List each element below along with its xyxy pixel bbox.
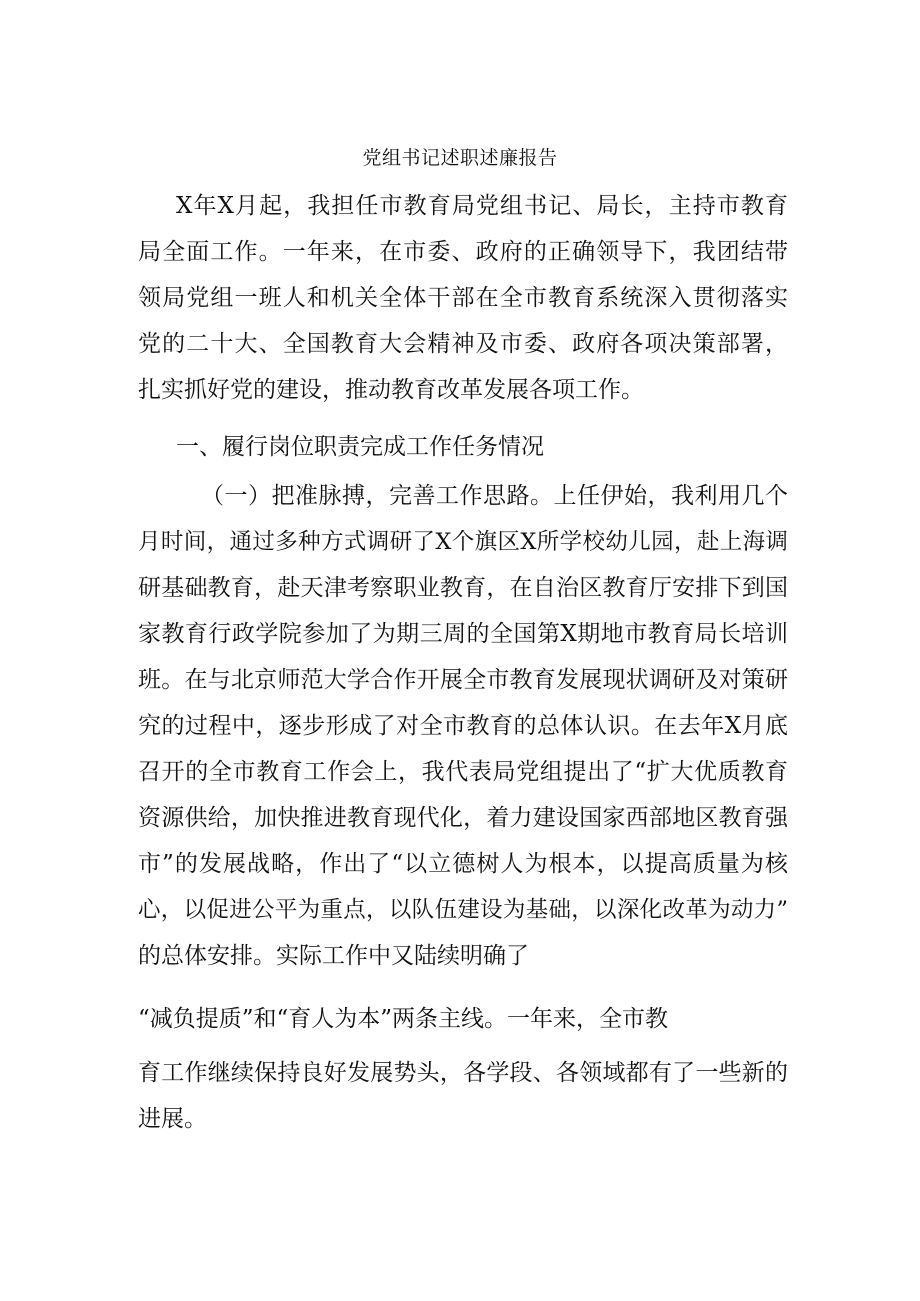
paragraph-line: 心，以促进公平为重点，以队伍建设为基础，以深化改革为动力”: [138, 897, 788, 923]
paragraph-line: 的总体安排。实际工作中又陆续明确了: [138, 943, 529, 969]
section-heading: 一、履行岗位职责完成工作任务情况: [176, 434, 544, 460]
paragraph-line: 进展。: [138, 1106, 207, 1132]
paragraph-line: X年X月起，我担任市教育局党组书记、局长，主持市教育: [176, 193, 788, 219]
paragraph-line: 市”的发展战略，作出了“以立德树人为根本，以提高质量为核: [138, 851, 788, 877]
paragraph-line: 党的二十大、全国教育大会精神及市委、政府各项决策部署，: [138, 331, 788, 357]
paragraph-line: 召开的全市教育工作会上，我代表局党组提出了“扩大优质教育: [138, 759, 788, 785]
paragraph-line: 扎实抓好党的建设，推动教育改革发展各项工作。: [138, 377, 644, 403]
paragraph-line: （一）把准脉搏，完善工作思路。上任伊始，我利用几个: [201, 483, 788, 509]
paragraph-line: “减负提质”和“育人为本”两条主线。一年来，全市教: [138, 1006, 669, 1032]
paragraph-line: 资源供给，加快推进教育现代化，着力建设国家西部地区教育强: [138, 805, 788, 831]
paragraph-line: 班。在与北京师范大学合作开展全市教育发展现状调研及对策研: [138, 667, 788, 693]
paragraph-line: 研基础教育，赴天津考察职业教育，在自治区教育厅安排下到国: [138, 575, 788, 601]
paragraph-line: 家教育行政学院参加了为期三周的全国第X期地市教育局长培训: [138, 621, 788, 647]
document-title: 党组书记述职述廉报告: [362, 147, 558, 169]
paragraph-line: 局全面工作。一年来，在市委、政府的正确领导下，我团结带: [138, 239, 788, 265]
paragraph-line: 月时间，通过多种方式调研了X个旗区X所学校幼儿园，赴上海调: [138, 529, 788, 555]
paragraph-line: 育工作继续保持良好发展势头，各学段、各领域都有了一些新的: [138, 1060, 788, 1086]
paragraph-line: 究的过程中，逐步形成了对全市教育的总体认识。在去年X月底: [138, 713, 788, 739]
paragraph-line: 领局党组一班人和机关全体干部在全市教育系统深入贯彻落实: [138, 285, 788, 311]
